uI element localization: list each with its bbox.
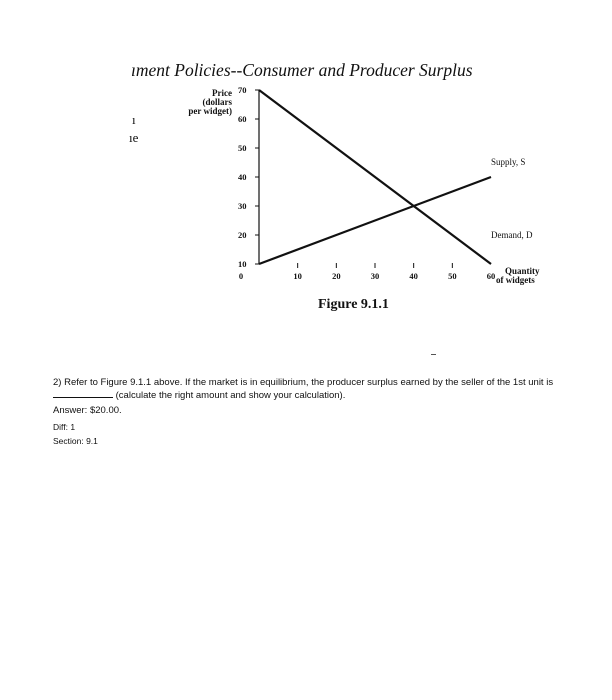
- margin-fragment: ı: [132, 112, 136, 127]
- y-tick-label: 10: [238, 259, 247, 269]
- y-tick-label: 70: [238, 85, 247, 95]
- y-axis-label-line: per widget): [188, 106, 232, 116]
- x-tick-label: 20: [332, 271, 341, 281]
- x-tick-label: 30: [370, 271, 380, 281]
- answer-text: Answer: $20.00.: [53, 405, 122, 416]
- x-tick-label: 50: [448, 271, 457, 281]
- question-text-part: (calculate the right amount and show your calculation).: [115, 390, 346, 401]
- question-text: [53, 377, 601, 402]
- x-axis-label: [496, 266, 540, 285]
- y-tick-label: 50: [238, 143, 247, 153]
- x-tick-label: 10: [293, 271, 302, 281]
- y-tick-label: 30: [238, 201, 247, 211]
- demand-curve: [259, 90, 491, 264]
- supply-label: Supply, S: [491, 157, 526, 167]
- x-axis-label-line: of widgets: [496, 275, 535, 285]
- x-axis-label-line: Quantity: [505, 266, 540, 276]
- question-text-part: 2) Refer to Figure 9.1.1 above. If the market is in equilibrium, the producer surplus earned by the seller of the 1st unit is: [53, 377, 554, 388]
- section-text: Section: 9.1: [53, 436, 98, 446]
- x-tick-label: 0: [238, 271, 244, 281]
- divider-mark: [431, 354, 436, 355]
- y-axis-label-line: (dollars: [202, 97, 232, 107]
- x-tick-label: 60: [486, 271, 496, 281]
- x-tick-label: 40: [409, 271, 418, 281]
- figure-caption: Figure 9.1.1: [318, 297, 389, 312]
- y-tick-label: 40: [238, 172, 247, 182]
- answer-blank: [53, 389, 113, 398]
- y-axis-label-line: Price: [212, 88, 232, 98]
- section-heading: ıment Policies--Consumer and Producer Surplus: [131, 60, 473, 80]
- supply-curve: [259, 177, 491, 264]
- margin-fragment: ıe: [129, 130, 139, 145]
- demand-label: Demand, D: [491, 230, 533, 240]
- difficulty-text: Diff: 1: [53, 422, 76, 432]
- y-tick-label: 20: [238, 230, 247, 240]
- y-tick-label: 60: [238, 114, 247, 124]
- x-tick-marks: [298, 263, 453, 268]
